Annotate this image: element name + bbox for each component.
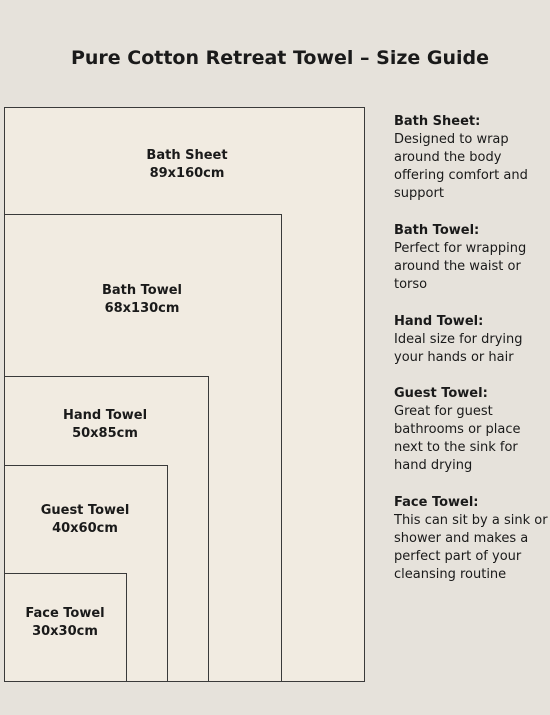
hand-towel-description bbox=[394, 313, 550, 367]
face-towel-text: This can sit by a sink or shower and makes a perfect part of your cleansing routine bbox=[394, 513, 548, 582]
guest-towel-description bbox=[394, 385, 550, 475]
bath-towel-name: Bath Towel bbox=[101, 283, 183, 298]
face-towel-label bbox=[5, 605, 125, 641]
guest-towel-label bbox=[5, 502, 165, 538]
hand-towel-size: 50x85cm bbox=[72, 426, 138, 441]
face-towel-name: Face Towel bbox=[25, 606, 105, 621]
guest-towel-size: 40x60cm bbox=[52, 521, 118, 536]
bath-sheet-label bbox=[107, 147, 267, 183]
bath-sheet-description bbox=[394, 113, 550, 203]
bath-sheet-heading: Bath Sheet: bbox=[394, 114, 481, 129]
bath-towel-size: 68x130cm bbox=[104, 301, 180, 316]
bath-towel-label bbox=[62, 282, 222, 318]
bath-sheet-text: Designed to wrap around the body offering comfort and support bbox=[394, 132, 528, 201]
face-towel-size: 30x30cm bbox=[32, 624, 98, 639]
hand-towel-heading: Hand Towel: bbox=[394, 314, 484, 329]
face-towel-heading: Face Towel: bbox=[394, 495, 479, 510]
guest-towel-text: Great for guest bathrooms or place next to the sink for hand drying bbox=[394, 404, 521, 473]
guest-towel-name: Guest Towel bbox=[40, 503, 130, 518]
hand-towel-text: Ideal size for drying your hands or hair bbox=[394, 332, 523, 365]
guest-towel-heading: Guest Towel: bbox=[394, 386, 488, 401]
bath-sheet-size: 89x160cm bbox=[149, 166, 225, 181]
bath-towel-text: Perfect for wrapping around the waist or torso bbox=[394, 241, 527, 292]
page-title: Pure Cotton Retreat Towel – Size Guide bbox=[70, 47, 490, 69]
bath-sheet-name: Bath Sheet bbox=[146, 148, 228, 163]
hand-towel-label bbox=[25, 407, 185, 443]
bath-towel-description bbox=[394, 222, 550, 294]
bath-towel-heading: Bath Towel: bbox=[394, 223, 480, 238]
face-towel-description bbox=[394, 494, 550, 584]
hand-towel-name: Hand Towel bbox=[62, 408, 148, 423]
